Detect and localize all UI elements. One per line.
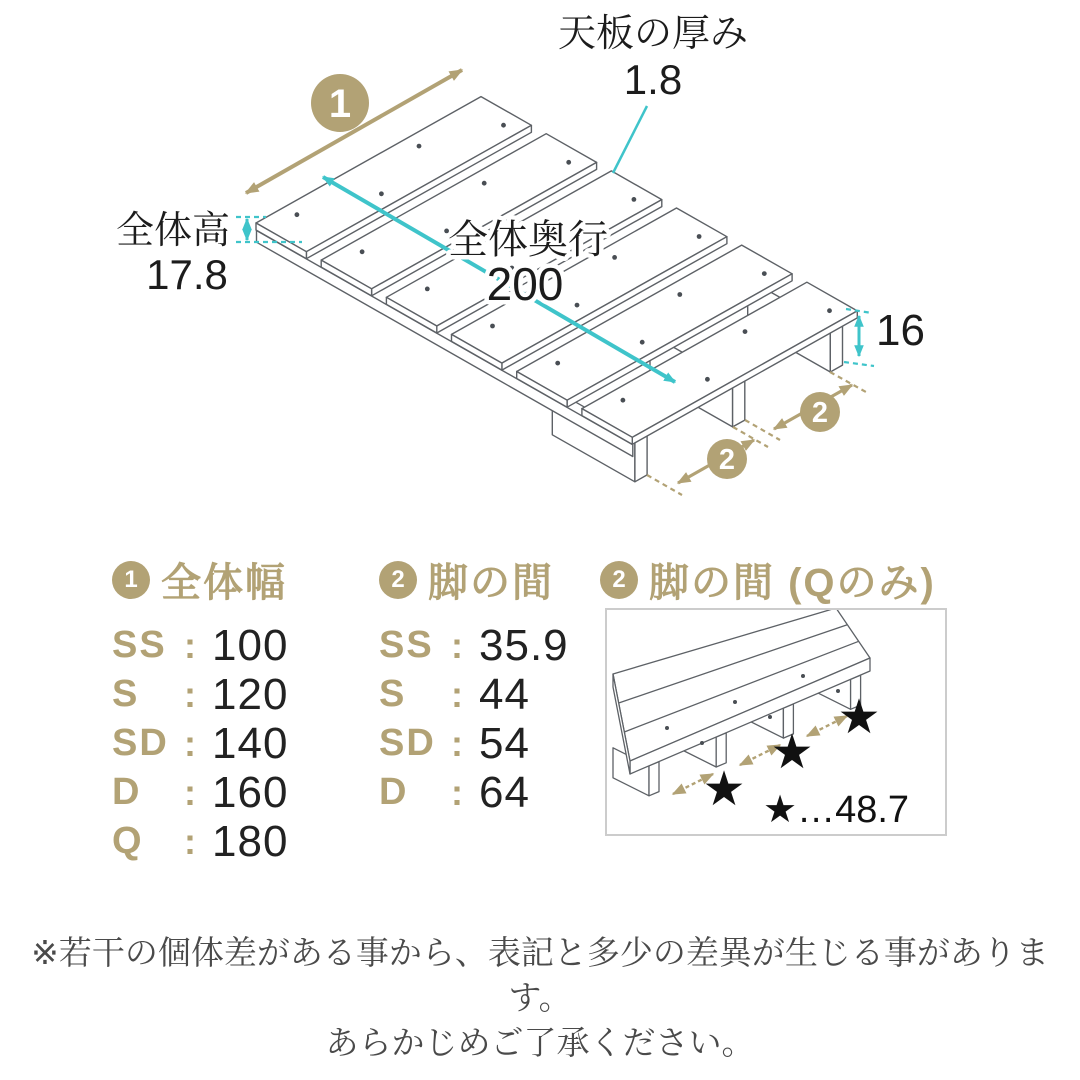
- size-value: 44: [479, 669, 530, 719]
- table-row: [379, 719, 569, 768]
- depth-label: 全体奥行: [448, 218, 608, 262]
- colon: :: [451, 771, 463, 813]
- size-value: 120: [212, 669, 289, 719]
- size-value: 35.9: [479, 620, 569, 670]
- height-label: 全体高: [115, 210, 230, 252]
- marker-2-badge: 2: [600, 561, 638, 599]
- colon: :: [451, 722, 463, 764]
- colon: :: [451, 673, 463, 715]
- size-label: D: [112, 771, 142, 813]
- thickness-leader-line: [613, 106, 647, 173]
- table-overall-width: [112, 551, 288, 866]
- star-legend: ★…48.7: [763, 789, 910, 831]
- size-value: 64: [479, 767, 530, 817]
- dim-board-thickness: [558, 13, 748, 173]
- size-label: SS: [379, 624, 434, 666]
- size-label: D: [379, 771, 409, 813]
- leg-spacing-extension-line: [647, 475, 682, 495]
- disclaimer-line-1: ※若干の個体差がある事から、表記と多少の差異が生じる事があります。: [31, 934, 1049, 1016]
- q-size-mini-diagram: [607, 610, 945, 834]
- table-title: 全体幅: [161, 561, 287, 605]
- disclaimer-line-2: あらかじめご了承ください。: [325, 1024, 755, 1061]
- table-title: 脚の間: [428, 561, 554, 605]
- size-label: SS: [112, 624, 167, 666]
- table-row: [112, 621, 288, 670]
- table-row: [112, 817, 288, 866]
- table-row: [112, 768, 288, 817]
- size-label: S: [112, 673, 140, 715]
- table-row: [112, 719, 288, 768]
- table-row: [112, 670, 288, 719]
- depth-value: 200: [486, 258, 564, 310]
- table-title: 脚の間 (Qのみ): [649, 561, 936, 605]
- marker-2-number: 2: [811, 397, 829, 429]
- marker-2-badge: 2: [379, 561, 417, 599]
- size-value: 140: [212, 718, 289, 768]
- thickness-value: 1.8: [623, 56, 683, 103]
- colon: :: [184, 820, 196, 862]
- table-header: [112, 551, 288, 608]
- thickness-label: 天板の厚み: [557, 13, 749, 55]
- size-value: 100: [212, 620, 289, 670]
- marker-2-number: 2: [718, 444, 736, 476]
- table-leg-spacing: [379, 551, 569, 817]
- size-value: 180: [212, 816, 289, 866]
- table-row: [379, 768, 569, 817]
- table-row: [379, 621, 569, 670]
- height-value: 17.8: [146, 251, 228, 298]
- leg-end: [649, 762, 659, 796]
- table-leg-spacing-q: [600, 551, 936, 608]
- colon: :: [451, 624, 463, 666]
- leg-height-extension-line: [844, 362, 874, 366]
- table-header: [600, 551, 936, 608]
- leg-end: [716, 733, 726, 767]
- size-value: 160: [212, 767, 289, 817]
- star-icon: ★: [837, 691, 881, 744]
- colon: :: [184, 673, 196, 715]
- size-label: SD: [112, 722, 169, 764]
- colon: :: [184, 722, 196, 764]
- marker-1-number: 1: [328, 82, 352, 126]
- marker-1-badge: 1: [112, 561, 150, 599]
- size-label: S: [379, 673, 407, 715]
- colon: :: [184, 624, 196, 666]
- leg-height-value: 16: [876, 306, 925, 355]
- table-row: [379, 670, 569, 719]
- colon: :: [184, 771, 196, 813]
- size-value: 54: [479, 718, 530, 768]
- size-label: SD: [379, 722, 436, 764]
- q-size-diagram-box: [605, 608, 947, 836]
- star-icon: ★: [770, 726, 814, 779]
- table-header: [379, 551, 569, 608]
- disclaimer: [0, 930, 1080, 1065]
- star-icon: ★: [702, 763, 746, 816]
- size-label: Q: [112, 820, 144, 862]
